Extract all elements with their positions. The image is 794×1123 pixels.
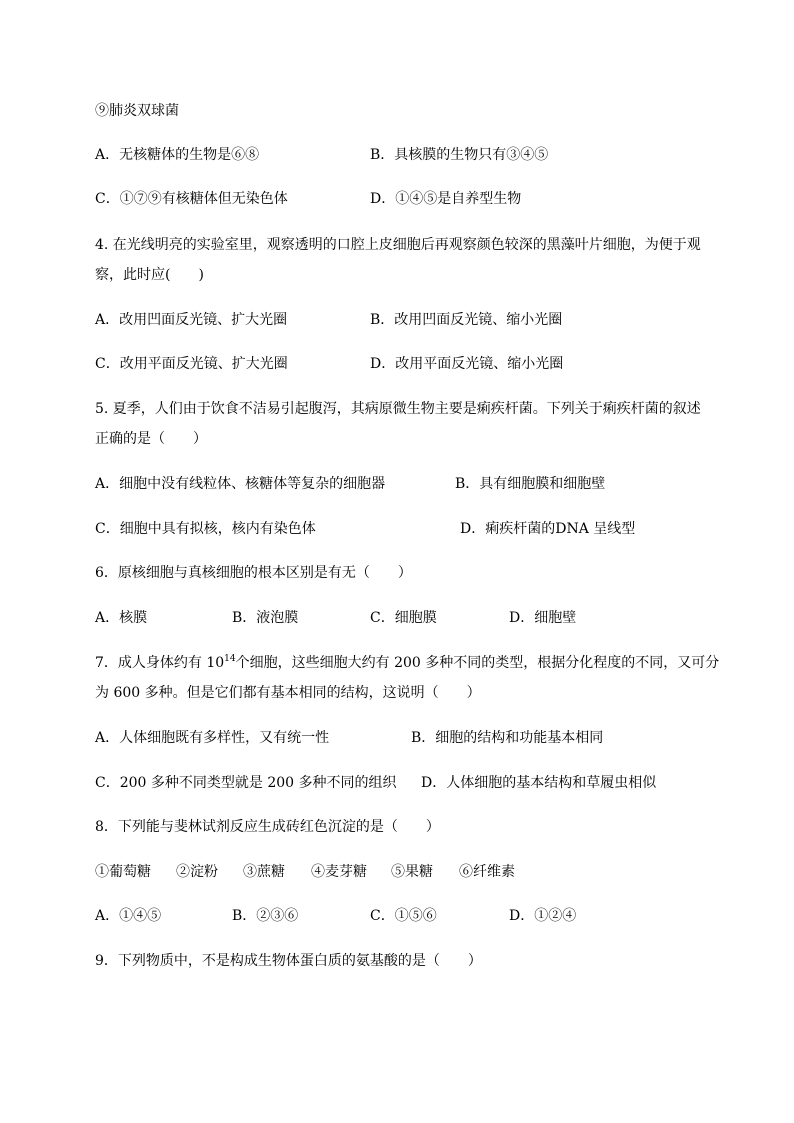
- q9-stem: 9．下列物质中，不是构成生物体蛋白质的氨基酸的是（ ）: [95, 953, 482, 969]
- q7-option-b: B．细胞的结构和功能基本相同: [411, 730, 604, 746]
- q8-item-5: ⑤果糖: [391, 864, 433, 880]
- q5-option-c: C．细胞中具有拟核，核内有染色体: [95, 521, 316, 537]
- q6-option-a: A．核膜: [95, 610, 148, 626]
- q8-item-2: ②淀粉: [176, 864, 218, 880]
- q8-option-a: A．①④⑤: [95, 908, 162, 924]
- q8-item-4: ④麦芽糖: [311, 864, 367, 880]
- q8-option-b: B．②③⑥: [232, 908, 299, 924]
- q8-option-c: C．①⑤⑥: [370, 908, 437, 924]
- q7-option-a: A．人体细胞既有多样性，又有统一性: [95, 730, 330, 746]
- q3-option-d: D．①④⑤是自养型生物: [370, 191, 522, 207]
- q5-stem-line1: 5. 夏季，人们由于饮食不洁易引起腹泻，其病原微生物主要是痢疾杆菌。下列关于痢疾杆菌的叙述: [95, 401, 701, 417]
- q5-stem-line2: 正确的是（ ）: [95, 431, 207, 447]
- q3-option-a: A．无核糖体的生物是⑥⑧: [95, 147, 260, 163]
- q8-item-3: ③蔗糖: [243, 864, 285, 880]
- q4-option-b: B．改用凹面反光镜、缩小光圈: [370, 312, 563, 328]
- q4-option-c: C．改用平面反光镜、扩大光圈: [95, 356, 288, 372]
- q6-option-c: C．细胞膜: [370, 610, 437, 626]
- q3-option-b: B．具核膜的生物只有③④⑤: [370, 147, 549, 163]
- q3-option-c: C．①⑦⑨有核糖体但无染色体: [95, 191, 288, 207]
- q4-option-a: A．改用凹面反光镜、扩大光圈: [95, 312, 288, 328]
- q7-exponent: 14: [224, 654, 236, 664]
- q6-option-d: D．细胞壁: [509, 610, 577, 626]
- q8-item-6: ⑥纤维素: [459, 864, 515, 880]
- q4-stem-line1: 4. 在光线明亮的实验室里，观察透明的口腔上皮细胞后再观察颜色较深的黑藻叶片细胞，为便于观: [95, 237, 701, 253]
- q6-option-b: B．液泡膜: [232, 610, 299, 626]
- q5-option-a: A．细胞中没有线粒体、核糖体等复杂的细胞器: [95, 476, 386, 492]
- q3-item-9: ⑨肺炎双球菌: [95, 103, 179, 119]
- q5-option-b: B．具有细胞膜和细胞壁: [455, 476, 606, 492]
- q5-option-d: D．痢疾杆菌的DNA 呈线型: [460, 521, 636, 537]
- q8-item-1: ①葡萄糖: [95, 864, 151, 880]
- q7-option-c: C．200 多种不同类型就是 200 多种不同的组织: [95, 775, 397, 791]
- q7-stem-line1: [95, 654, 719, 672]
- q4-option-d: D．改用平面反光镜、缩小光圈: [370, 356, 564, 372]
- q7-stem-line1-post: 个细胞，这些细胞大约有 200 多种不同的类型，根据分化程度的不同，又可分: [235, 655, 720, 671]
- q4-stem-line2: 察，此时应( ): [95, 267, 204, 283]
- q7-stem-line2: 为 600 多种。但是它们都有基本相同的结构，这说明（ ）: [95, 685, 481, 701]
- q6-stem: 6．原核细胞与真核细胞的根本区别是有无（ ）: [95, 565, 412, 581]
- q8-option-d: D．①②④: [509, 908, 577, 924]
- q8-stem: 8．下列能与斐林试剂反应生成砖红色沉淀的是（ ）: [95, 819, 440, 835]
- q7-stem-line1-pre: 7．成人身体约有 10: [95, 655, 225, 671]
- q7-option-d: D．人体细胞的基本结构和草履虫相似: [421, 775, 657, 791]
